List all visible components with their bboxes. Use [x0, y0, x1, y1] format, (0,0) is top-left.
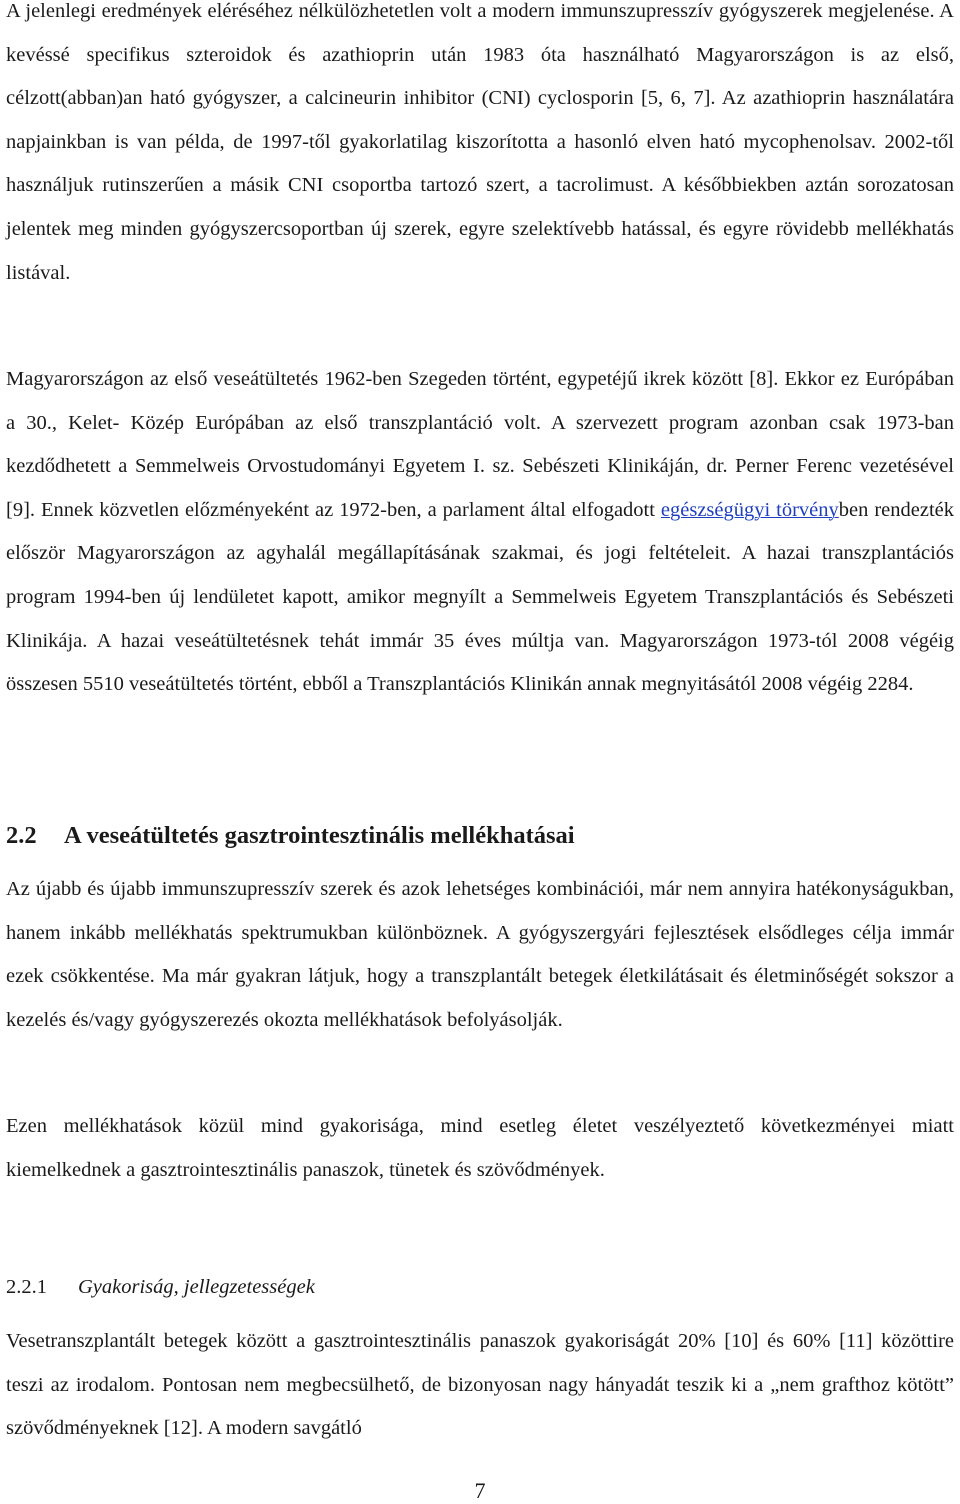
- paragraph-frequency: Vesetranszplantált betegek között a gasztrointesztinális panaszok gyakoriságát 20% [10] és 60% [11] közöttire teszi az irodalom. Pontosan nem megbecsülhető, de bizonyosan nagy hányadát teszik ki a „nem grafthoz kötött” szövődményeknek [12]. A modern savgátló: [6, 1330, 954, 1440]
- section-title: A veseátültetés gasztrointesztinális mellékhatásai: [64, 822, 575, 849]
- paragraph-text: Magyarországon az első veseátültetés 1962-ben Szegeden történt, egypetéjű ikrek között [8]. Ekkor ez Európában a 30., Kelet- Közép Európában az első transzplantáció volt. A szervezett program azonban csak 1973-ban kezdődhetett a Semmelweis Orvostudományi Egyetem I. sz. Sebészeti Klinikáján, dr. Perner Ferenc vezetésével [9]. Ennek közvetlen előzményeként az 1972-ben, a parlament által elfogadott: [6, 368, 954, 521]
- paragraph-gi-complaints: Ezen mellékhatások közül mind gyakorisága, mind esetleg életet veszélyeztető következményei miatt kiemelkednek a gasztrointesztinális panaszok, tünetek és szövődmények.: [6, 1115, 954, 1181]
- section-number: 2.2: [6, 822, 37, 849]
- page-number: 7: [474, 1478, 486, 1503]
- paragraph-immunosuppressants: A jelenlegi eredmények eléréséhez nélkülözhetetlen volt a modern immunszupresszív gyógyszerek megjelenése. A kevéssé specifikus szteroidok és azathioprin után 1983 óta használható Magyarországon is az első, célzott(abban)an ható gyógyszer, a calcineurin inhibitor (CNI) cyclosporin [5, 6, 7]. Az azathioprin használatára napjainkban is van példa, de 1997-től gyakorlatilag kiszorította a hasonló elven ható mycophenolsav. 2002-től használjuk rutinszerűen a másik CNI csoportba tartozó szert, a tacrolimust. A későbbiekben aztán sorozatosan jelentek meg minden gyógyszercsoportban új szerek, egyre szelektívebb hatással, és egyre rövidebb mellékhatás listával.: [6, 0, 954, 284]
- paragraph-side-effects: Az újabb és újabb immunszupresszív szerek és azok lehetséges kombinációi, már nem annyira hatékonyságukban, hanem inkább mellékhatás spektrumukban különböznek. A gyógyszergyári fejlesztések elsődleges célja immár ezek csökkentése. Ma már gyakran látjuk, hogy a transzplantált betegek életkilátásait és életminőségét sokszor a kezelés és/vagy gyógyszerezés okozta mellékhatások befolyásolják.: [6, 878, 954, 1031]
- subsection-title: Gyakoriság, jellegzetességek: [78, 1276, 315, 1298]
- section-heading: [6, 822, 575, 850]
- paragraph-text: ben rendezték először Magyarországon az agyhalál megállapításának szakmai, és jogi feltételeit. A hazai transzplantációs program 1994-ben új lendületet kapott, amikor megnyílt a Semmelweis Egyetem Transzplantációs és Sebészeti Klinikája. A hazai veseátültetésnek tehát immár 35 éves múltja van. Magyarországon 1973-tól 2008 végéig összesen 5510 veseátültetés történt, ebből a Transzplantációs Klinikán annak megnyitásától 2008 végéig 2284.: [6, 498, 954, 696]
- subsection-number: 2.2.1: [6, 1276, 47, 1298]
- paragraph-transplant-history: [6, 358, 954, 707]
- law-link[interactable]: egészségügyi törvény: [660, 498, 839, 521]
- subsection-heading: [6, 1276, 315, 1299]
